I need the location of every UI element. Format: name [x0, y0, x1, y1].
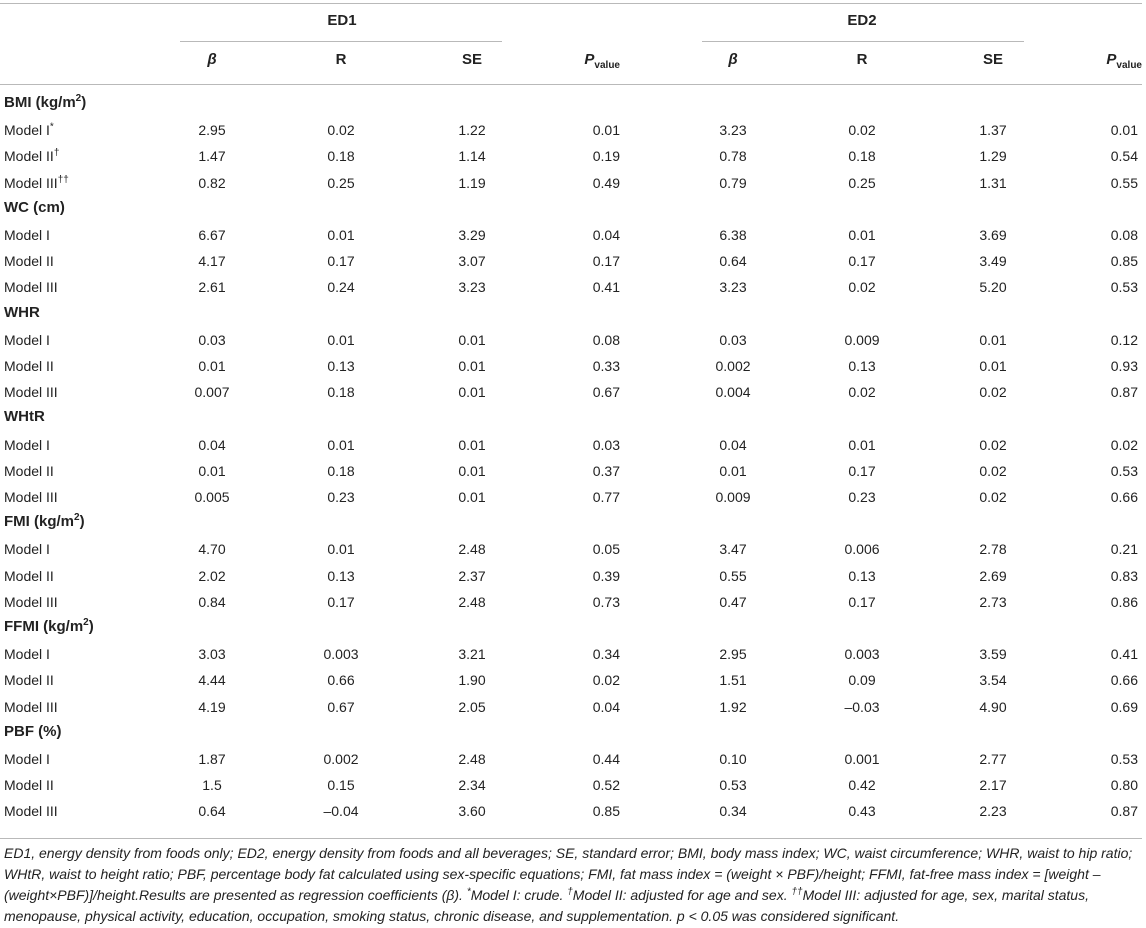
- row-label-mark: *: [49, 121, 54, 133]
- cell-value: –0.04: [323, 803, 359, 820]
- cell-value: 0.003: [323, 646, 359, 663]
- column-header-se-ed2: SE: [982, 51, 1004, 68]
- column-header-p-sub: value: [1116, 60, 1142, 71]
- cell-value: –0.03: [844, 698, 880, 715]
- cell-value: 2.05: [458, 698, 486, 715]
- cell-value: 0.21: [1110, 541, 1138, 558]
- row-label-text: Model II: [4, 672, 54, 689]
- cell-value: 0.85: [592, 803, 620, 820]
- cell-value: 0.04: [198, 436, 226, 453]
- cell-value: 0.18: [327, 148, 355, 165]
- cell-value: 0.02: [979, 462, 1007, 479]
- cell-value: 0.83: [1110, 567, 1138, 584]
- cell-value: 0.87: [1110, 803, 1138, 820]
- cell-value: 6.67: [198, 227, 226, 243]
- cell-value: 0.93: [1110, 358, 1138, 374]
- row-label: [4, 383, 58, 401]
- cell-value: 0.01: [458, 358, 486, 374]
- cell-value: 4.70: [198, 541, 226, 558]
- cell-value: 0.24: [327, 279, 355, 296]
- section-title-text: PBF (%): [4, 722, 62, 740]
- section-title-sup: 2: [74, 512, 80, 524]
- cell-value: 3.69: [979, 227, 1007, 243]
- cell-value: 0.02: [327, 122, 355, 139]
- cell-value: 0.17: [592, 253, 620, 270]
- cell-value: 0.03: [592, 436, 620, 453]
- ed1-rule: [180, 41, 502, 42]
- cell-value: 2.02: [198, 567, 226, 584]
- cell-value: 1.19: [458, 174, 486, 191]
- cell-value: 0.01: [198, 462, 226, 479]
- row-label: [4, 750, 50, 768]
- group-header-ed2: ED2: [847, 12, 877, 29]
- cell-value: 0.01: [327, 331, 355, 348]
- cell-value: 1.31: [979, 174, 1007, 191]
- row-label-text: Model I: [4, 122, 50, 139]
- section-title-sup: 2: [75, 93, 82, 104]
- cell-value: 0.004: [715, 384, 751, 401]
- cell-value: 0.18: [327, 462, 355, 479]
- cell-value: 0.08: [1110, 227, 1138, 243]
- cell-value: 0.54: [1110, 148, 1138, 165]
- ed2-rule: [702, 41, 1024, 42]
- cell-value: 2.48: [458, 751, 486, 767]
- row-label-text: Model I: [4, 227, 50, 243]
- section-title-close: ): [79, 513, 85, 531]
- cell-value: 1.92: [719, 698, 747, 715]
- section-title: [4, 304, 40, 322]
- row-label: [4, 147, 59, 165]
- footnote-mark-model1: *: [466, 886, 471, 898]
- cell-value: 3.21: [458, 646, 486, 663]
- cell-value: 0.53: [719, 777, 747, 794]
- cell-value: 0.53: [1110, 462, 1138, 479]
- row-label-text: Model I: [4, 331, 50, 348]
- cell-value: 0.18: [848, 148, 876, 165]
- row-label: [4, 567, 54, 585]
- row-label: [4, 357, 54, 375]
- section-title-text: BMI (kg/m: [4, 94, 76, 111]
- cell-value: 2.17: [979, 777, 1007, 794]
- cell-value: 3.07: [458, 253, 486, 270]
- section-title-close: ): [88, 618, 94, 635]
- cell-value: 4.19: [198, 698, 226, 715]
- cell-value: 0.17: [848, 593, 876, 610]
- cell-value: 0.007: [194, 384, 230, 401]
- row-label: [4, 278, 58, 296]
- footnote-model2: Model II: adjusted for age and sex.: [572, 887, 792, 903]
- cell-value: 1.51: [719, 672, 747, 689]
- row-label-text: Model I: [4, 751, 50, 767]
- cell-value: 0.47: [719, 593, 747, 610]
- cell-value: 0.82: [198, 174, 226, 191]
- cell-value: 0.02: [979, 384, 1007, 401]
- row-label: [4, 540, 50, 558]
- row-label: [4, 802, 58, 820]
- group-header-ed1: ED1: [327, 12, 357, 29]
- cell-value: 0.002: [323, 751, 359, 767]
- row-label-text: Model I: [4, 646, 50, 663]
- row-label: [4, 645, 50, 663]
- cell-value: 1.14: [458, 148, 486, 165]
- cell-value: 0.25: [327, 174, 355, 191]
- row-label: [4, 174, 69, 192]
- row-label: [4, 593, 58, 611]
- bottom-rule: [0, 838, 1142, 839]
- cell-value: 0.13: [327, 567, 355, 584]
- row-label-text: Model III: [4, 698, 58, 715]
- cell-value: 3.54: [979, 672, 1007, 689]
- cell-value: 0.44: [592, 751, 620, 767]
- cell-value: 0.01: [458, 384, 486, 401]
- cell-value: 0.01: [592, 122, 620, 139]
- footnote-model1: Model I: crude.: [470, 887, 568, 903]
- cell-value: 0.55: [1110, 174, 1138, 191]
- cell-value: 0.05: [592, 541, 620, 558]
- row-label: [4, 226, 50, 244]
- cell-value: 0.02: [1110, 436, 1138, 453]
- section-title-sup: 2: [83, 617, 89, 628]
- cell-value: 0.19: [592, 148, 620, 165]
- cell-value: 1.87: [198, 751, 226, 767]
- cell-value: 0.02: [848, 122, 876, 139]
- cell-value: 0.42: [848, 777, 876, 794]
- cell-value: 0.01: [848, 227, 876, 243]
- column-header-se-ed1: SE: [461, 51, 483, 68]
- cell-value: 0.67: [327, 698, 355, 715]
- footnote-text: ED1, energy density from foods only; ED2, energy density from foods and all beverages; SE, standard error; BMI, body mass index; WC, waist circumference; WHR, waist to hip ratio; WHtR, waist to height ratio; PBF, percentage body fat calculated using sex-specific equations; FMI, fat mass index = (weight × PBF)/height; FFMI, fat-free mass index = [weight – (weight×PBF)]/height.Results are presented as regression coefficients (β).: [4, 845, 1133, 903]
- column-header-p-main: P: [1106, 51, 1117, 68]
- row-label-text: Model II: [4, 567, 54, 584]
- cell-value: 0.84: [198, 593, 226, 610]
- cell-value: 2.95: [198, 122, 226, 139]
- cell-value: 0.17: [848, 253, 876, 270]
- row-label: [4, 776, 54, 794]
- column-header-pvalue-ed2: [1106, 51, 1142, 69]
- cell-value: 0.006: [844, 541, 880, 558]
- cell-value: 0.03: [719, 331, 747, 348]
- row-label: [4, 121, 54, 139]
- cell-value: 1.29: [979, 148, 1007, 165]
- row-label: [4, 698, 58, 716]
- cell-value: 0.01: [458, 462, 486, 479]
- cell-value: 0.08: [592, 331, 620, 348]
- header-rule: [0, 84, 1142, 85]
- cell-value: 0.01: [719, 462, 747, 479]
- cell-value: 0.64: [198, 803, 226, 820]
- cell-value: 0.41: [1110, 646, 1138, 663]
- cell-value: 0.77: [592, 489, 620, 505]
- cell-value: 0.69: [1110, 698, 1138, 715]
- row-label: [4, 436, 50, 454]
- cell-value: 0.37: [592, 462, 620, 479]
- cell-value: 0.86: [1110, 593, 1138, 610]
- section-title-close: ): [81, 94, 87, 111]
- cell-value: 0.01: [327, 436, 355, 453]
- cell-value: 0.12: [1110, 331, 1138, 348]
- cell-value: 2.78: [979, 541, 1007, 558]
- cell-value: 0.13: [848, 567, 876, 584]
- cell-value: 0.80: [1110, 777, 1138, 794]
- cell-value: 2.61: [198, 279, 226, 296]
- cell-value: 0.009: [844, 331, 880, 348]
- row-label-text: Model III: [4, 489, 58, 505]
- cell-value: 0.01: [458, 489, 486, 505]
- cell-value: 0.09: [848, 672, 876, 689]
- cell-value: 0.66: [327, 672, 355, 689]
- cell-value: 3.49: [979, 253, 1007, 270]
- cell-value: 0.87: [1110, 384, 1138, 401]
- top-rule: [0, 3, 1142, 4]
- row-label-text: Model II: [4, 253, 54, 270]
- cell-value: 0.34: [592, 646, 620, 663]
- cell-value: 0.01: [979, 358, 1007, 374]
- cell-value: 5.20: [979, 279, 1007, 296]
- cell-value: 3.03: [198, 646, 226, 663]
- cell-value: 4.17: [198, 253, 226, 270]
- cell-value: 0.01: [979, 331, 1007, 348]
- column-header-beta-ed2: β: [728, 51, 738, 68]
- cell-value: 2.95: [719, 646, 747, 663]
- row-label-mark: ††: [57, 173, 69, 185]
- cell-value: 0.64: [719, 253, 747, 270]
- cell-value: 0.43: [848, 803, 876, 820]
- cell-value: 2.48: [458, 593, 486, 610]
- row-label: [4, 462, 54, 480]
- cell-value: 0.009: [715, 489, 751, 505]
- cell-value: 0.02: [848, 279, 876, 296]
- cell-value: 0.52: [592, 777, 620, 794]
- cell-value: 0.10: [719, 751, 747, 767]
- cell-value: 2.73: [979, 593, 1007, 610]
- cell-value: 1.37: [979, 122, 1007, 139]
- cell-value: 0.01: [1110, 122, 1138, 139]
- cell-value: 1.22: [458, 122, 486, 139]
- footnote-mark-model3: ††: [791, 886, 803, 898]
- cell-value: 0.41: [592, 279, 620, 296]
- row-label: [4, 252, 54, 270]
- row-label: [4, 671, 54, 689]
- row-label-text: Model III: [4, 279, 58, 296]
- cell-value: 0.17: [327, 253, 355, 270]
- row-label-text: Model I: [4, 541, 50, 558]
- cell-value: 3.23: [719, 279, 747, 296]
- cell-value: 2.34: [458, 777, 486, 794]
- cell-value: 0.001: [844, 751, 880, 767]
- cell-value: 0.005: [194, 489, 230, 505]
- cell-value: 0.78: [719, 148, 747, 165]
- cell-value: 0.02: [592, 672, 620, 689]
- cell-value: 0.53: [1110, 751, 1138, 767]
- cell-value: 2.23: [979, 803, 1007, 820]
- column-header-r-ed2: R: [856, 51, 868, 68]
- cell-value: 0.02: [979, 489, 1007, 505]
- row-label-text: Model II: [4, 148, 54, 165]
- cell-value: 3.59: [979, 646, 1007, 663]
- table-footnote: [4, 843, 1138, 927]
- cell-value: 3.23: [458, 279, 486, 296]
- cell-value: 0.66: [1110, 672, 1138, 689]
- cell-value: 0.66: [1110, 489, 1138, 505]
- cell-value: 0.49: [592, 174, 620, 191]
- cell-value: 0.55: [719, 567, 747, 584]
- row-label-text: Model II: [4, 358, 54, 374]
- cell-value: 0.02: [979, 436, 1007, 453]
- cell-value: 0.25: [848, 174, 876, 191]
- row-label: [4, 488, 58, 506]
- row-label-text: Model II: [4, 777, 54, 794]
- cell-value: 0.13: [848, 358, 876, 374]
- cell-value: 1.5: [202, 777, 222, 794]
- cell-value: 0.01: [327, 541, 355, 558]
- section-title-text: FFMI (kg/m: [4, 618, 84, 635]
- column-header-pvalue-ed1: [584, 51, 620, 69]
- cell-value: 0.04: [592, 698, 620, 715]
- cell-value: 0.03: [198, 331, 226, 348]
- column-header-beta-ed1: β: [207, 51, 217, 68]
- row-label-text: Model III: [4, 384, 58, 401]
- cell-value: 0.67: [592, 384, 620, 401]
- cell-value: 6.38: [719, 227, 747, 243]
- section-title: [4, 408, 45, 426]
- row-label-text: Model I: [4, 436, 50, 453]
- section-title: [4, 199, 65, 217]
- cell-value: 1.90: [458, 672, 486, 689]
- cell-value: 0.79: [719, 174, 747, 191]
- row-label: [4, 331, 50, 349]
- cell-value: 0.15: [327, 777, 355, 794]
- cell-value: 3.29: [458, 227, 486, 243]
- cell-value: 0.85: [1110, 253, 1138, 270]
- cell-value: 0.17: [327, 593, 355, 610]
- cell-value: 0.003: [844, 646, 880, 663]
- row-label-text: Model III: [4, 803, 58, 820]
- column-header-p-sub: value: [594, 60, 620, 71]
- cell-value: 3.23: [719, 122, 747, 139]
- section-title-text: FMI (kg/m: [4, 513, 74, 531]
- column-header-r-ed1: R: [335, 51, 347, 68]
- column-header-p-main: P: [584, 51, 595, 68]
- row-label-text: Model II: [4, 462, 54, 479]
- cell-value: 3.47: [719, 541, 747, 558]
- cell-value: 0.01: [458, 331, 486, 348]
- section-title-text: WHtR: [4, 408, 45, 426]
- section-title-text: WHR: [4, 303, 40, 321]
- cell-value: 0.17: [848, 462, 876, 479]
- section-title-text: WC (cm): [4, 198, 65, 216]
- section-title: [4, 513, 85, 531]
- cell-value: 0.002: [715, 358, 751, 374]
- footnote-model3: Model III: adjusted for age, sex, marital status, menopause, physical activity, education, occupation, smoking status, chronic disease, and supplementation. p < 0.05 was considered significant.: [4, 887, 1089, 924]
- cell-value: 0.02: [848, 384, 876, 401]
- cell-value: 0.01: [458, 436, 486, 453]
- cell-value: 0.53: [1110, 279, 1138, 296]
- cell-value: 2.69: [979, 567, 1007, 584]
- footnote-mark-model2: †: [567, 886, 573, 898]
- cell-value: 0.04: [719, 436, 747, 453]
- cell-value: 0.01: [198, 358, 226, 374]
- cell-value: 0.34: [719, 803, 747, 820]
- cell-value: 4.90: [979, 698, 1007, 715]
- cell-value: 0.39: [592, 567, 620, 584]
- section-title: [4, 94, 86, 112]
- section-title: [4, 723, 62, 741]
- cell-value: 0.23: [848, 489, 876, 505]
- cell-value: 0.23: [327, 489, 355, 505]
- cell-value: 1.47: [198, 148, 226, 165]
- row-label-text: Model III: [4, 174, 58, 191]
- cell-value: 0.18: [327, 384, 355, 401]
- cell-value: 0.01: [327, 227, 355, 243]
- row-label-mark: †: [53, 147, 60, 159]
- cell-value: 0.13: [327, 358, 355, 374]
- cell-value: 0.73: [592, 593, 620, 610]
- cell-value: 0.04: [592, 227, 620, 243]
- section-title: [4, 618, 94, 636]
- cell-value: 2.37: [458, 567, 486, 584]
- cell-value: 0.01: [848, 436, 876, 453]
- cell-value: 2.77: [979, 751, 1007, 767]
- cell-value: 4.44: [198, 672, 226, 689]
- cell-value: 2.48: [458, 541, 486, 558]
- cell-value: 0.33: [592, 358, 620, 374]
- cell-value: 3.60: [458, 803, 486, 820]
- row-label-text: Model III: [4, 593, 58, 610]
